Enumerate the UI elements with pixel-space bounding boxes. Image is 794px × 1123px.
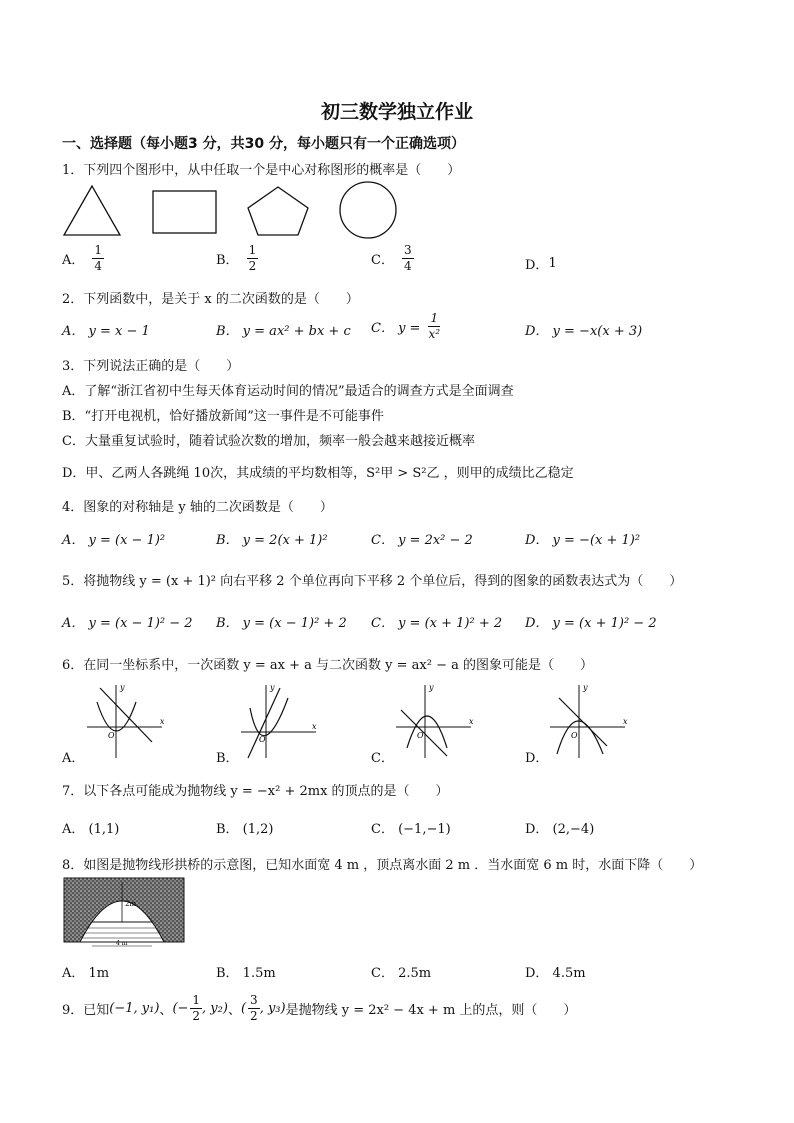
q1-option-c[interactable]: C． $\frac{3}{4}$: [371, 243, 412, 273]
q3-option-d[interactable]: D．甲、乙两人各跳绳 10次，其成绩的平均数相等，S²甲 > S²乙 ，则甲的成绩比乙稳定: [62, 466, 574, 481]
q6-graph-d: [545, 680, 635, 760]
q3-option-c[interactable]: C．大量重复试验时，随着试验次数的增加，频率一般会越来越接近概率: [62, 434, 475, 449]
question-2-stem: 2．下列函数中，是关于 x 的二次函数的是（ ）: [62, 292, 359, 307]
circle-icon: [340, 182, 396, 238]
q7-option-a[interactable]: A． (1,1): [62, 822, 120, 837]
width-label: 4 m: [116, 940, 128, 947]
axis-y-label: y: [429, 683, 434, 692]
q4-option-b[interactable]: B． y = 2(x + 1)²: [216, 533, 328, 548]
q5-option-c[interactable]: C． y = (x + 1)² + 2: [371, 616, 503, 631]
origin-label: O: [571, 731, 578, 740]
q1-option-b[interactable]: B． $\frac{1}{2}$: [216, 243, 257, 273]
question-7-stem: 7．以下各点可能成为抛物线 y = −x² + 2mx 的顶点的是（ ）: [62, 784, 449, 799]
q1-option-d[interactable]: D． 1: [525, 256, 557, 273]
q2-option-c[interactable]: C． y = $\frac{1}{\text{x²}}$: [371, 311, 441, 341]
axis-x-label: x: [312, 722, 317, 731]
q6-graph-c: [391, 680, 481, 760]
triangle-icon: [64, 186, 120, 235]
rectangle-icon: [153, 191, 216, 233]
q4-option-a[interactable]: A． y = (x − 1)²: [62, 533, 166, 548]
axis-y-label: y: [120, 683, 125, 692]
question-3-stem: 3．下列说法正确的是（ ）: [62, 359, 240, 374]
q6-option-c[interactable]: C．: [371, 751, 394, 766]
fraction: $\frac{1}{\text{x²}}$: [428, 311, 441, 341]
q8-option-a[interactable]: A． 1m: [62, 966, 110, 981]
question-9-stem: 9．已知 (−1, y₁) 、 (− $\frac{1}{2}$ , y₂) 、 ( $\frac{3}{2}$ , y₃) 是抛物线 y = 2x² − 4x + m 上的点，则（ ）: [62, 993, 577, 1023]
q8-option-d[interactable]: D． 4.5m: [525, 966, 586, 981]
pentagon-icon: [248, 187, 308, 235]
q6-graph-a: [82, 680, 172, 760]
fraction: $\frac{3}{2}$: [250, 993, 258, 1023]
origin-label: O: [108, 731, 115, 740]
q3-option-a[interactable]: A．了解“浙江省初中生每天体育运动时间的情况”最适合的调查方式是全面调查: [62, 384, 514, 399]
origin-label: O: [259, 735, 266, 744]
question-6-stem: 6．在同一坐标系中，一次函数 y = ax + a 与二次函数 y = ax² − a 的图象可能是（ ）: [62, 658, 593, 673]
height-label: 2m: [125, 900, 137, 908]
q4-option-c[interactable]: C． y = 2x² − 2: [371, 533, 473, 548]
q2-option-a[interactable]: A． y = x − 1: [62, 324, 150, 339]
axis-x-label: x: [469, 717, 474, 726]
q8-option-b[interactable]: B． 1.5m: [216, 966, 276, 981]
q6-option-b[interactable]: B．: [216, 751, 239, 766]
q1-shapes: [62, 183, 602, 239]
q2-option-d[interactable]: D． y = −x(x + 3): [525, 324, 643, 339]
q8-option-c[interactable]: C． 2.5m: [371, 966, 432, 981]
question-5-stem: 5．将抛物线 y = (x + 1)² 向右平移 2 个单位再向下平移 2 个单位后，得到的图象的函数表达式为（ ）: [62, 574, 683, 589]
q4-option-d[interactable]: D． y = −(x + 1)²: [525, 533, 641, 548]
q6-option-a[interactable]: A．: [62, 751, 85, 766]
page-title: 初三数学独立作业: [320, 101, 473, 123]
origin-label: O: [417, 731, 424, 740]
fraction: $\frac{3}{4}$: [403, 243, 412, 273]
q3-option-b[interactable]: B．“打开电视机，恰好播放新闻”这一事件是不可能事件: [62, 409, 384, 424]
question-8-stem: 8．如图是抛物线形拱桥的示意图，已知水面宽 4 m ，顶点离水面 2 m ．当水面宽 6 m 时，水面下降（ ）: [62, 858, 703, 873]
question-4-stem: 4．图象的对称轴是 y 轴的二次函数是（ ）: [62, 500, 333, 515]
q7-option-b[interactable]: B． (1,2): [216, 822, 274, 837]
fraction: $\frac{1}{4}$: [94, 243, 103, 273]
axis-y-label: y: [270, 683, 275, 692]
question-1-stem: 1．下列四个图形中，从中任取一个是中心对称图形的概率是（ ）: [62, 163, 461, 178]
fraction: $\frac{1}{2}$: [248, 243, 257, 273]
q5-option-d[interactable]: D． y = (x + 1)² − 2: [525, 616, 657, 631]
q7-option-d[interactable]: D． (2,−4): [525, 822, 595, 837]
q8-bridge-figure: [64, 878, 186, 946]
axis-x-label: x: [623, 717, 628, 726]
q7-option-c[interactable]: C． (−1,−1): [371, 822, 451, 837]
q1-option-a[interactable]: A． $\frac{1}{4}$: [62, 243, 103, 273]
q6-option-d[interactable]: D．: [525, 751, 549, 766]
q2-option-b[interactable]: B． y = ax² + bx + c: [216, 324, 351, 339]
axis-x-label: x: [160, 717, 165, 726]
q5-option-a[interactable]: A． y = (x − 1)² − 2: [62, 616, 193, 631]
section-heading: 一、选择题（每小题3 分，共30 分，每小题只有一个正确选项）: [62, 136, 465, 152]
fraction: $\frac{1}{2}$: [192, 993, 201, 1023]
q6-graph-b: [236, 680, 326, 760]
q5-option-b[interactable]: B． y = (x − 1)² + 2: [216, 616, 347, 631]
axis-y-label: y: [583, 683, 588, 692]
